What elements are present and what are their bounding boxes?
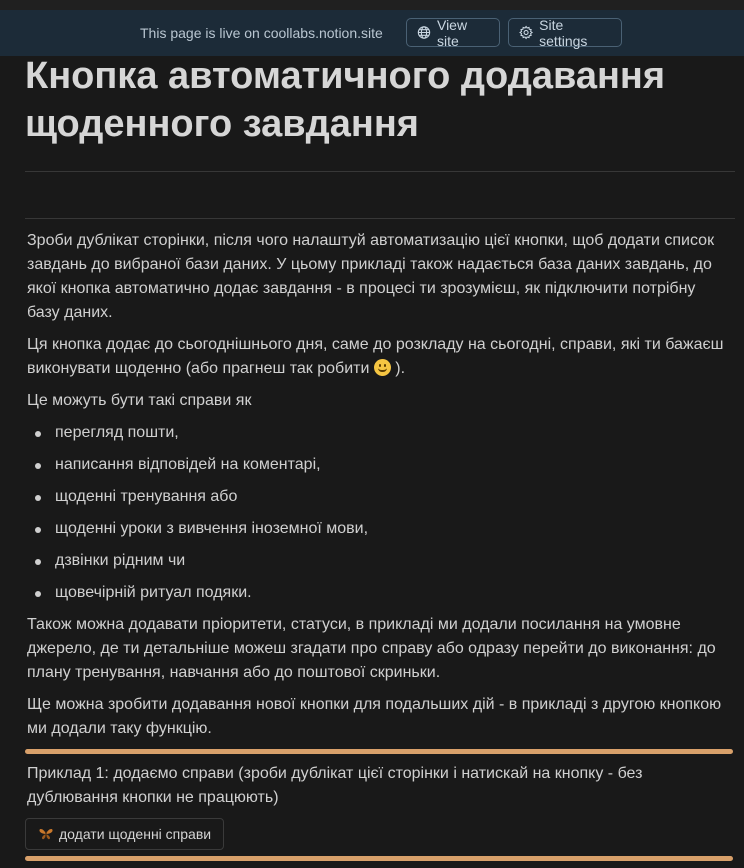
page-title: Кнопка автоматичного додавання щоденного завдання: [25, 55, 666, 145]
paragraph-description: [27, 333, 727, 381]
globe-icon: [417, 25, 431, 40]
bullet-icon: [35, 431, 41, 437]
paragraph-extras: Також можна додавати пріоритети, статуси, в прикладі ми додали посилання на умовне джерело, де ти детальніше можеш згадати про справу або одразу перейти до виконання: до плану тренування, навчання або до поштової скриньки.: [27, 616, 716, 681]
smile-emoji-icon: [374, 359, 391, 376]
view-site-label: View site: [436, 16, 468, 49]
paragraph-new-button: Ще можна зробити додавання нової кнопки для подальших дій - в прикладі з другою кнопкою ми додали таку функцію.: [27, 696, 722, 737]
site-settings-button[interactable]: [508, 18, 622, 47]
accent-divider-bottom: [25, 856, 733, 861]
list-item: [27, 453, 727, 477]
paragraph-intro: Зроби дублікат сторінки, після чого налаштуй автоматизацію цієї кнопки, щоб додати список завдань до вибраної бази даних. У цьому прикладі також надається база даних завдань, до якої кнопка автоматично додає завдання - в процесі ти зрозумієш, як підключити потрібну базу даних.: [27, 232, 715, 321]
butterfly-icon: [38, 827, 54, 841]
list-item: [27, 549, 727, 573]
list-item-text: дзвінки рідним чи: [55, 552, 186, 569]
browser-top-strip: [0, 0, 744, 10]
view-site-button[interactable]: [406, 18, 500, 47]
accent-divider: [25, 749, 733, 754]
tasks-list: [27, 421, 727, 605]
list-item-text: щоденні уроки з вивчення іноземної мови,: [55, 520, 369, 537]
divider-top: [25, 171, 735, 172]
publish-banner: [0, 10, 744, 56]
add-daily-tasks-label: додати щоденні справи: [59, 826, 212, 842]
list-item-text: щоденні тренування або: [55, 488, 238, 505]
site-settings-label: Site settings: [539, 16, 588, 49]
paragraph-description-end: ).: [390, 360, 406, 377]
gear-icon: [519, 25, 533, 40]
bullet-icon: [35, 559, 41, 565]
bullet-icon: [35, 463, 41, 469]
list-item: [27, 517, 727, 541]
list-item-text: щовечірній ритуал подяки.: [55, 584, 252, 601]
page-content: [27, 229, 727, 749]
list-item: [27, 581, 727, 605]
add-daily-tasks-button[interactable]: [25, 818, 224, 850]
example-heading: Приклад 1: додаємо справи (зроби дублікат цієї сторінки і натискай на кнопку - без дублювання кнопки не працюють): [27, 765, 643, 806]
list-item-text: перегляд пошти,: [55, 424, 179, 441]
list-item-text: написання відповідей на коментарі,: [55, 456, 321, 473]
list-item: [27, 485, 727, 509]
list-item: [27, 421, 727, 445]
bullet-icon: [35, 527, 41, 533]
paragraph-list-intro: Це можуть бути такі справи як: [27, 392, 252, 409]
bullet-icon: [35, 495, 41, 501]
banner-text: This page is live on coollabs.notion.site: [140, 25, 383, 41]
bullet-icon: [35, 591, 41, 597]
paragraph-description-text: Ця кнопка додає до сьогоднішнього дня, саме до розкладу на сьогодні, справи, які ти бажаєш виконувати щоденно (або прагнеш так робити: [27, 336, 724, 377]
divider-properties: [25, 218, 735, 219]
